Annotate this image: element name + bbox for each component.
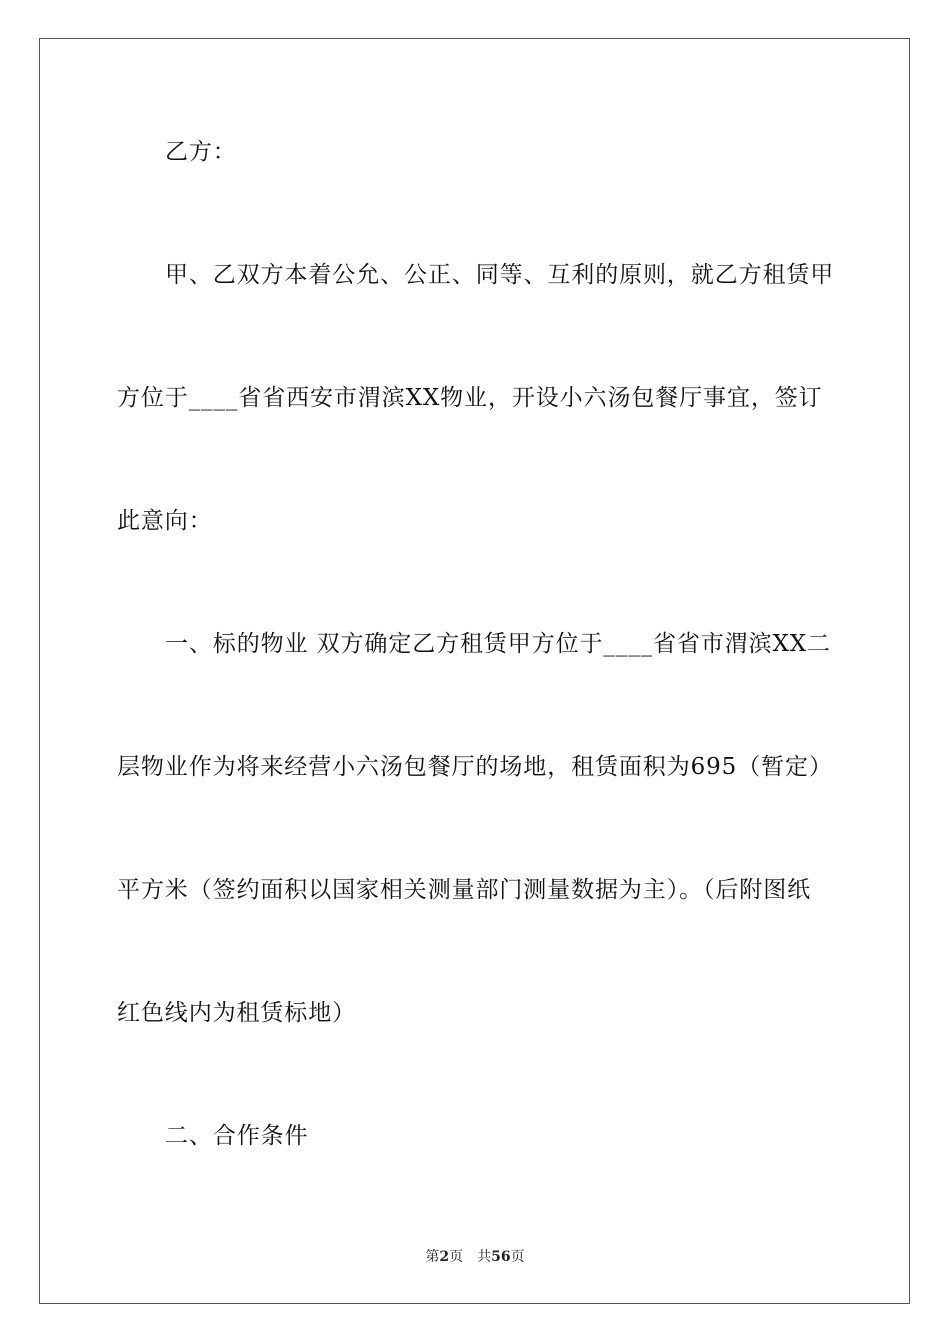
page-prefix: 第	[425, 1249, 440, 1265]
total-pages: 56	[491, 1249, 511, 1265]
total-suffix: 页	[510, 1249, 525, 1265]
paragraph-line: 层物业作为将来经营小六汤包餐厅的场地，租赁面积为695（暂定）	[117, 754, 833, 780]
paragraph-line: 方位于____省省西安市渭滨XX物业，开设小六汤包餐厅事宜，签订	[117, 385, 823, 411]
paragraph-line: 此意向：	[117, 508, 213, 534]
paragraph-line: 平方米（签约面积以国家相关测量部门测量数据为主）。（后附图纸	[117, 877, 811, 903]
total-prefix: 共	[477, 1249, 492, 1265]
page-suffix: 页	[449, 1249, 464, 1265]
section-2-heading: 二、合作条件	[165, 1123, 309, 1149]
paragraph-line: 甲、乙双方本着公允、公正、同等、互利的原则，就乙方租赁甲	[165, 262, 835, 288]
party-b-label: 乙方：	[165, 139, 237, 165]
page-number: 2	[439, 1249, 450, 1265]
page-frame	[39, 38, 910, 1304]
paragraph-line: 红色线内为租赁标地）	[117, 1000, 356, 1026]
section-1-heading-line: 一、标的物业 双方确定乙方租赁甲方位于____省省市渭滨XX二	[165, 631, 831, 657]
page-footer	[0, 1246, 950, 1266]
